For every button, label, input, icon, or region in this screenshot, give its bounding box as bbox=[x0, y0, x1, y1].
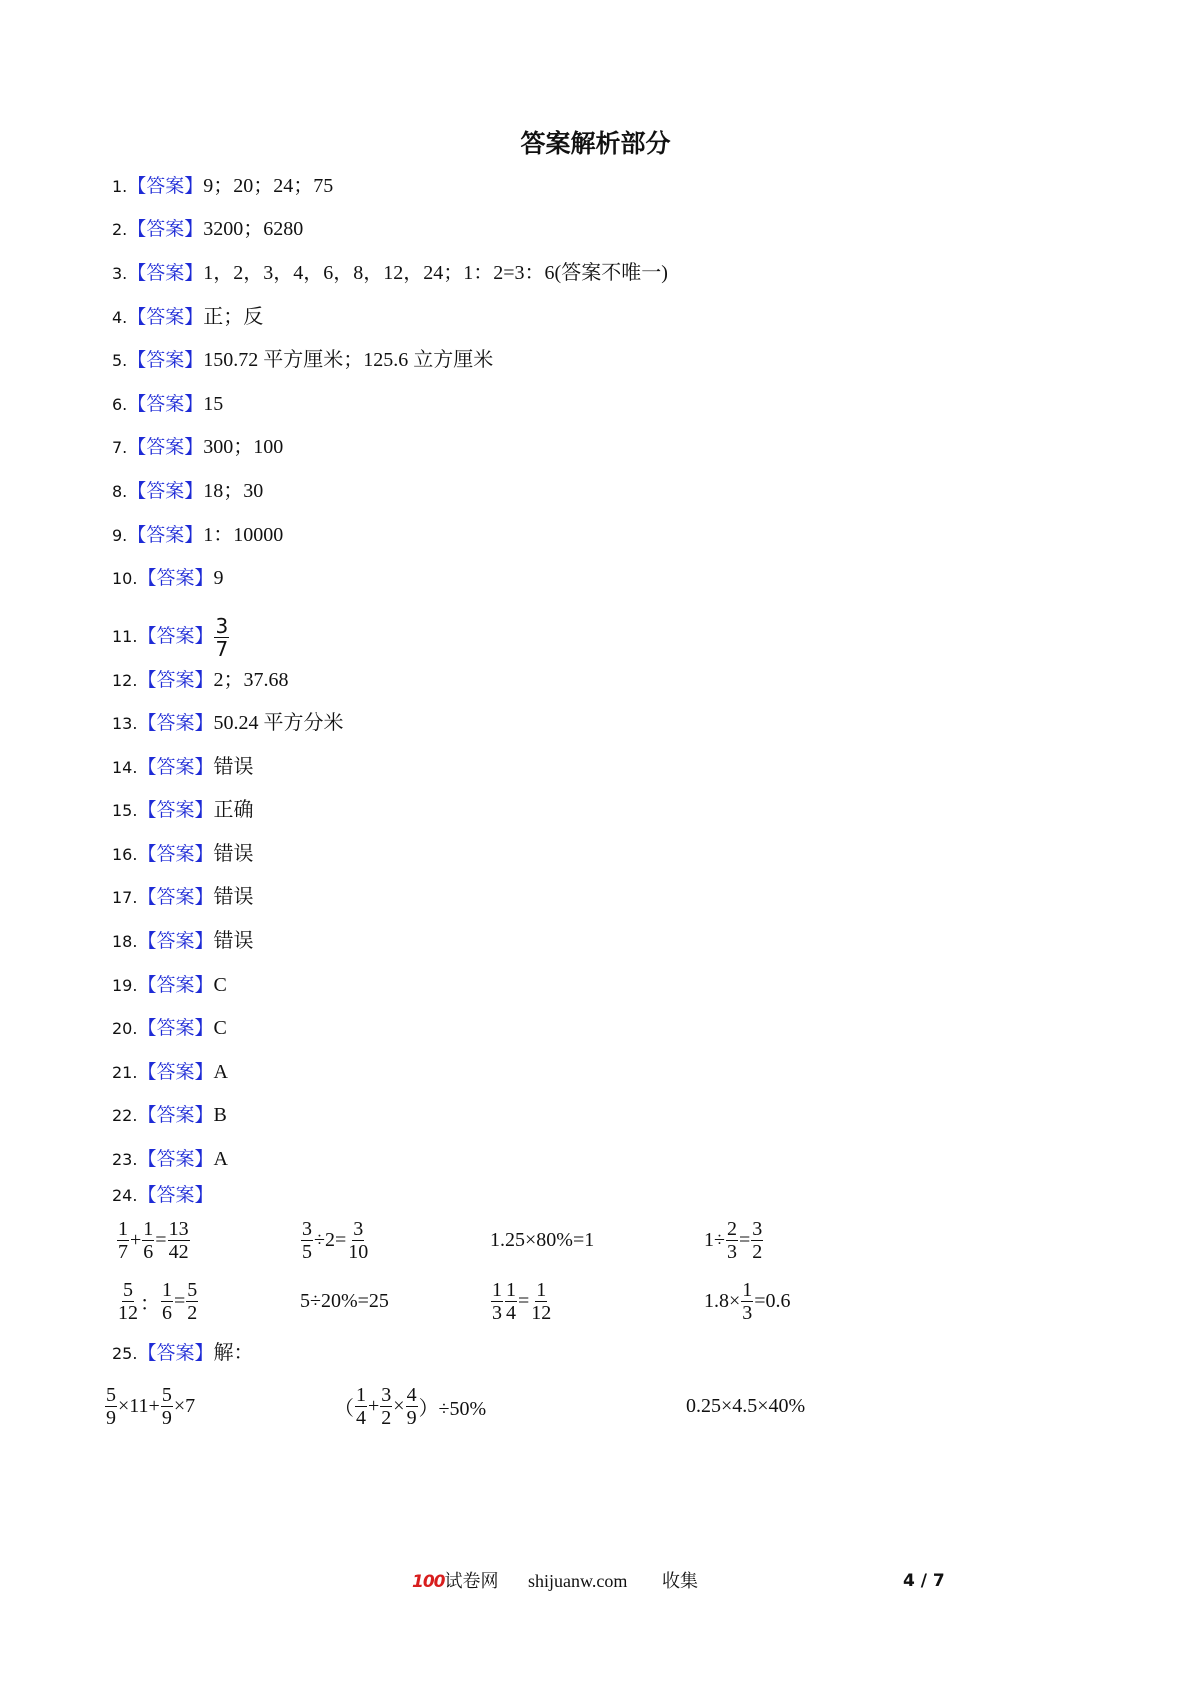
answer-text: 9 bbox=[213, 567, 224, 589]
q24-expr-1: $\frac{1}{7}$ + $\frac{1}{6}$ = $\frac{13}{42}$ bbox=[118, 1217, 189, 1263]
answer-fraction: $\frac{3}{7}$ bbox=[215, 613, 229, 661]
answer-text: 解： bbox=[213, 1342, 254, 1364]
footer-domain: shijuanw.com bbox=[528, 1571, 628, 1591]
answer-row bbox=[112, 1144, 228, 1174]
answer-number: 1. bbox=[112, 177, 128, 196]
answer-text: 错误 bbox=[213, 930, 254, 952]
answer-row bbox=[112, 345, 493, 375]
answer-tag: 【答案】 bbox=[127, 393, 204, 415]
q25-expr-2: （ $\frac{1}{4}$ + $\frac{3}{2}$ × $\frac{4}{9}$ ）÷50% bbox=[334, 1383, 487, 1429]
answer-number: 23. bbox=[112, 1150, 138, 1169]
answer-number: 3. bbox=[112, 264, 128, 283]
answer-tag: 【答案】 bbox=[127, 524, 204, 546]
answer-row bbox=[112, 563, 223, 593]
answer-row bbox=[112, 1013, 227, 1043]
answer-text: 15 bbox=[203, 393, 224, 415]
answer-row bbox=[112, 926, 253, 956]
answer-tag: 【答案】 bbox=[127, 218, 204, 240]
answer-tag: 【答案】 bbox=[137, 567, 214, 589]
answer-row bbox=[112, 795, 253, 825]
answer-row bbox=[112, 970, 227, 1000]
answer-number: 24. bbox=[112, 1186, 138, 1205]
answer-text: 错误 bbox=[213, 843, 254, 865]
answer-row bbox=[112, 214, 303, 244]
answer-text: C bbox=[213, 974, 227, 996]
answer-text: 1：10000 bbox=[203, 524, 284, 546]
answer-number: 16. bbox=[112, 845, 138, 864]
q25-expr-1: $\frac{5}{9}$ ×11+ $\frac{5}{9}$ ×7 bbox=[106, 1383, 196, 1429]
answer-text: C bbox=[213, 1017, 227, 1039]
answer-number: 17. bbox=[112, 888, 138, 907]
answer-tag: 【答案】 bbox=[127, 175, 204, 197]
answer-tag: 【答案】 bbox=[137, 1017, 214, 1039]
answer-number: 13. bbox=[112, 714, 138, 733]
answer-text: 错误 bbox=[213, 886, 254, 908]
answer-row bbox=[112, 520, 283, 550]
answer-number: 11. bbox=[112, 627, 138, 646]
answer-number: 20. bbox=[112, 1019, 138, 1038]
answer-row bbox=[112, 752, 253, 782]
q24-expr-6: 5÷20%=25 bbox=[300, 1289, 389, 1312]
answer-text: 正；反 bbox=[203, 306, 264, 328]
q25-expr-3: 0.25×4.5×40% bbox=[686, 1394, 806, 1417]
answer-row bbox=[112, 1100, 227, 1130]
answer-row bbox=[112, 665, 288, 695]
answer-row bbox=[112, 389, 223, 419]
answer-row bbox=[112, 432, 283, 462]
answer-number: 25. bbox=[112, 1344, 138, 1363]
answer-row bbox=[112, 1057, 228, 1087]
answer-row bbox=[112, 171, 333, 201]
q24-expr-8: 1.8× $\frac{1}{3}$ =0.6 bbox=[704, 1278, 791, 1324]
answer-tag: 【答案】 bbox=[137, 1104, 214, 1126]
answer-number: 19. bbox=[112, 976, 138, 995]
page-number: 4 / 7 bbox=[903, 1571, 945, 1591]
answer-tag: 【答案】 bbox=[137, 1184, 214, 1206]
answer-number: 14. bbox=[112, 758, 138, 777]
answer-text: 9；20；24；75 bbox=[203, 175, 334, 197]
answer-row bbox=[112, 258, 668, 288]
answer-number: 5. bbox=[112, 351, 128, 370]
answer-row bbox=[112, 1180, 213, 1210]
answer-tag: 【答案】 bbox=[127, 436, 204, 458]
answer-tag: 【答案】 bbox=[137, 1148, 214, 1170]
answer-number: 22. bbox=[112, 1106, 138, 1125]
answer-text: A bbox=[213, 1148, 228, 1170]
answer-text: A bbox=[213, 1061, 228, 1083]
answer-tag: 【答案】 bbox=[127, 349, 204, 371]
answer-text: B bbox=[213, 1104, 227, 1126]
answer-number: 8. bbox=[112, 482, 128, 501]
answer-text: 50.24 平方分米 bbox=[213, 712, 344, 734]
answer-text: 2；37.68 bbox=[213, 669, 289, 691]
footer-site-name: 试卷网 bbox=[444, 1571, 499, 1591]
q24-expr-2: $\frac{3}{5}$ ÷2= $\frac{3}{10}$ bbox=[302, 1217, 369, 1263]
answer-number: 7. bbox=[112, 438, 128, 457]
answer-row bbox=[112, 839, 253, 869]
q24-expr-7: $\frac{1}{3}$ $\frac{1}{4}$ = $\frac{1}{12}$ bbox=[492, 1278, 552, 1324]
answer-tag: 【答案】 bbox=[137, 886, 214, 908]
answer-tag: 【答案】 bbox=[127, 480, 204, 502]
answer-row bbox=[112, 613, 230, 661]
site-logo-icon: 100 bbox=[412, 1572, 445, 1592]
answer-number: 4. bbox=[112, 308, 128, 327]
answer-text: 150.72 平方厘米；125.6 立方厘米 bbox=[203, 349, 494, 371]
answer-tag: 【答案】 bbox=[127, 306, 204, 328]
footer-collect: 收集 bbox=[662, 1571, 698, 1591]
answer-row bbox=[112, 476, 263, 506]
q24-expr-3: 1.25×80%=1 bbox=[490, 1228, 595, 1251]
answer-tag: 【答案】 bbox=[137, 756, 214, 778]
answer-row bbox=[112, 708, 343, 738]
answer-tag: 【答案】 bbox=[137, 625, 214, 647]
answer-number: 6. bbox=[112, 395, 128, 414]
q24-expr-4: 1÷ $\frac{2}{3}$ = $\frac{3}{2}$ bbox=[704, 1217, 763, 1263]
answer-number: 18. bbox=[112, 932, 138, 951]
answer-tag: 【答案】 bbox=[137, 669, 214, 691]
answer-number: 10. bbox=[112, 569, 138, 588]
answer-tag: 【答案】 bbox=[137, 974, 214, 996]
answer-tag: 【答案】 bbox=[137, 712, 214, 734]
answer-number: 12. bbox=[112, 671, 138, 690]
answer-tag: 【答案】 bbox=[137, 799, 214, 821]
answer-row bbox=[112, 302, 263, 332]
answer-row bbox=[112, 1338, 253, 1368]
answer-tag: 【答案】 bbox=[137, 1342, 214, 1364]
answer-text: 3200；6280 bbox=[203, 218, 304, 240]
q24-expr-5: $\frac{5}{12}$ ： $\frac{1}{6}$ = $\frac{5}{2}$ bbox=[118, 1278, 198, 1324]
answer-tag: 【答案】 bbox=[137, 930, 214, 952]
answer-number: 9. bbox=[112, 526, 128, 545]
answer-tag: 【答案】 bbox=[127, 262, 204, 284]
page-title: 答案解析部分 bbox=[520, 129, 671, 158]
answer-number: 21. bbox=[112, 1063, 138, 1082]
answer-text: 正确 bbox=[213, 799, 254, 821]
answer-text: 18；30 bbox=[203, 480, 264, 502]
answer-number: 15. bbox=[112, 801, 138, 820]
answer-tag: 【答案】 bbox=[137, 843, 214, 865]
answer-row bbox=[112, 882, 253, 912]
answer-text: 1，2，3，4，6，8，12，24；1：2=3：6(答案不唯一) bbox=[203, 262, 668, 284]
answer-text: 错误 bbox=[213, 756, 254, 778]
answer-text: 300；100 bbox=[203, 436, 284, 458]
answer-tag: 【答案】 bbox=[137, 1061, 214, 1083]
footer-logo bbox=[412, 1566, 499, 1596]
answer-number: 2. bbox=[112, 220, 128, 239]
